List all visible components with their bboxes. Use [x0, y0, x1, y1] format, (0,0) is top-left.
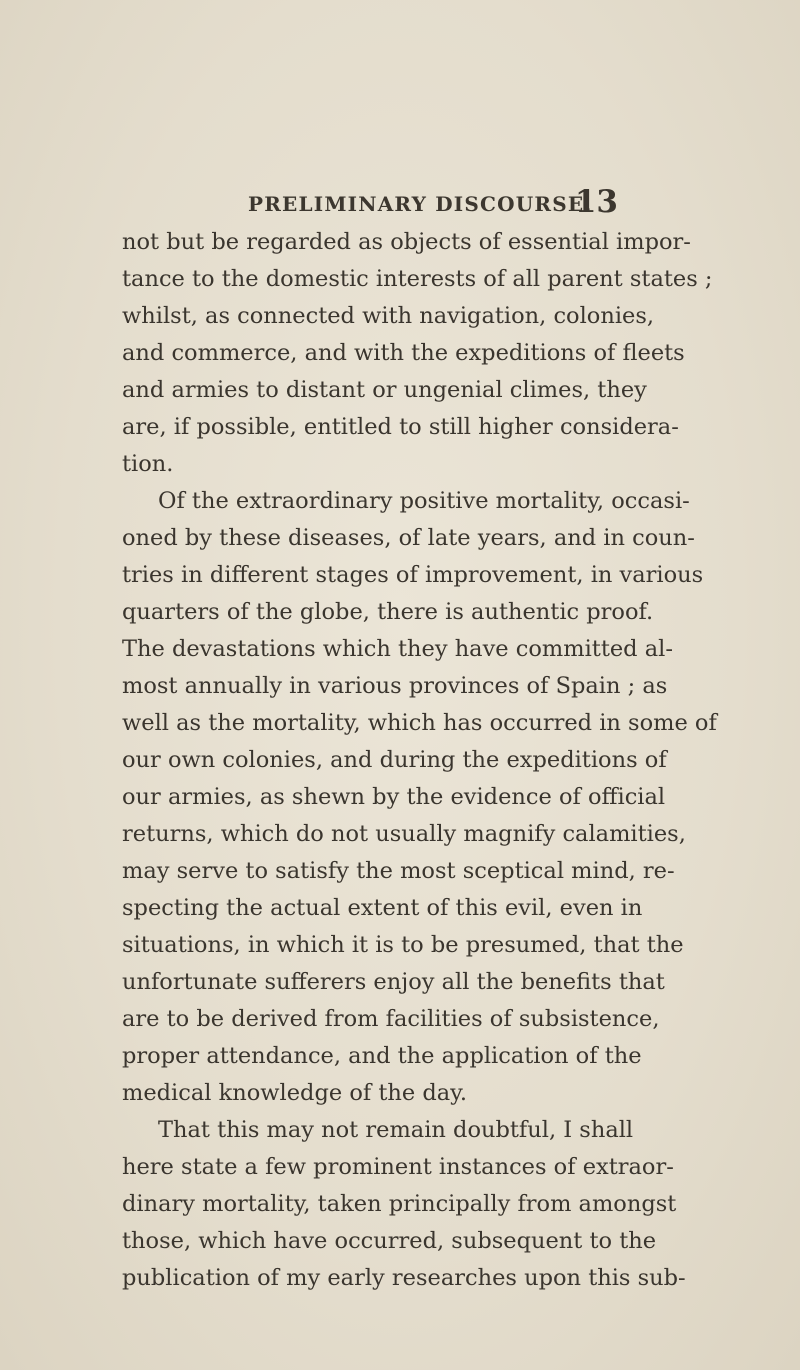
text-line: dinary mortality, taken principally from amongst [122, 1191, 677, 1217]
text-line: tries in different stages of improvement, in various [122, 562, 704, 588]
text-line: specting the actual extent of this evil, even in [122, 895, 643, 921]
text-line: our armies, as shewn by the evidence of official [122, 784, 666, 810]
page-number: 13 [574, 184, 618, 220]
text-line: not but be regarded as objects of essential impor- [122, 229, 691, 255]
text-line: whilst, as connected with navigation, colonies, [122, 303, 655, 329]
text-line: tion. [122, 451, 174, 477]
text-line: returns, which do not usually magnify calamities, [122, 821, 686, 847]
text-line: and armies to distant or ungenial climes, they [122, 377, 647, 403]
text-line: That this may not remain doubtful, I shall [158, 1117, 634, 1143]
text-line: oned by these diseases, of late years, and in coun- [122, 525, 695, 551]
text-line: here state a few prominent instances of extraor- [122, 1154, 674, 1180]
text-line: are, if possible, entitled to still higher considera- [122, 414, 679, 440]
text-line: may serve to satisfy the most sceptical mind, re- [122, 858, 675, 884]
text-line: well as the mortality, which has occurred in some of [122, 710, 717, 736]
text-line: Of the extraordinary positive mortality, occasi- [158, 488, 690, 514]
running-title: PRELIMINARY DISCOURSE. [248, 192, 593, 216]
text-line: most annually in various provinces of Spain ; as [122, 673, 668, 699]
text-line: situations, in which it is to be presumed, that the [122, 932, 684, 958]
text-line: and commerce, and with the expeditions of fleets [122, 340, 685, 366]
text-line: our own colonies, and during the expeditions of [122, 747, 667, 773]
text-line: those, which have occurred, subsequent to the [122, 1228, 657, 1254]
body-text [122, 224, 717, 1297]
text-line: quarters of the globe, there is authentic proof. [122, 599, 654, 625]
text-line: proper attendance, and the application of the [122, 1043, 642, 1069]
text-line: are to be derived from facilities of subsistence, [122, 1006, 660, 1032]
text-line: tance to the domestic interests of all parent states ; [122, 266, 713, 292]
text-line: medical knowledge of the day. [122, 1080, 468, 1106]
text-line: publication of my early researches upon this sub- [122, 1265, 686, 1291]
text-line: unfortunate sufferers enjoy all the benefits that [122, 969, 665, 995]
text-line: The devastations which they have committed al- [122, 636, 673, 662]
